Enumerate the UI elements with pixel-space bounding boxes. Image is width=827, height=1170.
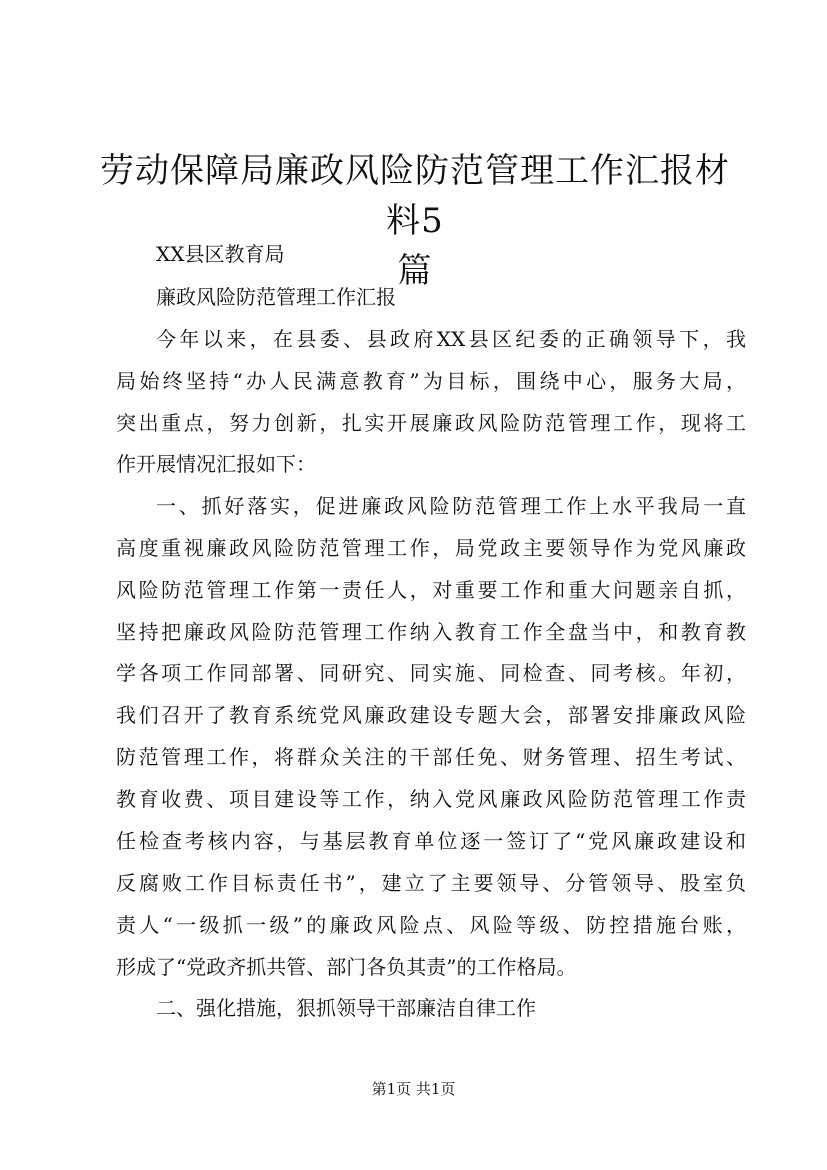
paragraph-line: 高度重视廉政风险防范管理工作，局党政主要领导作为党风廉政 [116, 536, 746, 560]
report-subtitle: 廉政风险防范管理工作汇报 [156, 285, 396, 309]
document-title [95, 146, 735, 296]
paragraph-line: 防范管理工作，将群众关注的干部任免、财务管理、招生考试、 [116, 745, 746, 769]
paragraph-line: 风险防范管理工作第一责任人，对重要工作和重大问题亲自抓， [116, 578, 746, 602]
paragraph-line: 我们召开了教育系统党风廉政建设专题大会，部署安排廉政风险 [116, 703, 746, 727]
paragraph-line: 作开展情况汇报如下： [116, 452, 316, 476]
paragraph-line: 局始终坚持“办人民满意教育”为目标，围绕中心，服务大局， [116, 369, 746, 393]
paragraph-line: 突出重点，努力创新，扎实开展廉政风险防范管理工作，现将工 [116, 411, 746, 435]
paragraph-line: 反腐败工作目标责任书”，建立了主要领导、分管领导、股室负 [116, 871, 746, 895]
paragraph-line: 形成了“党政齐抓共管、部门各负其责”的工作格局。 [116, 955, 577, 979]
title-line-2: 篇 [397, 251, 433, 291]
paragraph-line: 任检查考核内容，与基层教育单位逐一签订了“党风廉政建设和 [116, 829, 746, 853]
org-name: XX县区教育局 [156, 242, 285, 266]
section-heading: 二、强化措施，狠抓领导干部廉洁自律工作 [156, 996, 536, 1020]
paragraph-line: 学各项工作同部署、同研究、同实施、同检查、同考核。年初， [116, 661, 746, 685]
paragraph-line: 坚持把廉政风险防范管理工作纳入教育工作全盘当中，和教育教 [116, 620, 746, 644]
paragraph-line: 教育收费、项目建设等工作，纳入党风廉政风险防范管理工作责 [116, 787, 746, 811]
paragraph-line: 责人“一级抓一级”的廉政风险点、风险等级、防控措施台账， [116, 913, 746, 937]
paragraph-line: 今年以来，在县委、县政府XX县区纪委的正确领导下，我 [156, 327, 746, 351]
title-line-1: 劳动保障局廉政风险防范管理工作汇报材料5 [100, 151, 730, 241]
page-footer: 第1页 共1页 [371, 1080, 456, 1098]
paragraph-line: 一、抓好落实，促进廉政风险防范管理工作上水平我局一直 [156, 494, 746, 518]
